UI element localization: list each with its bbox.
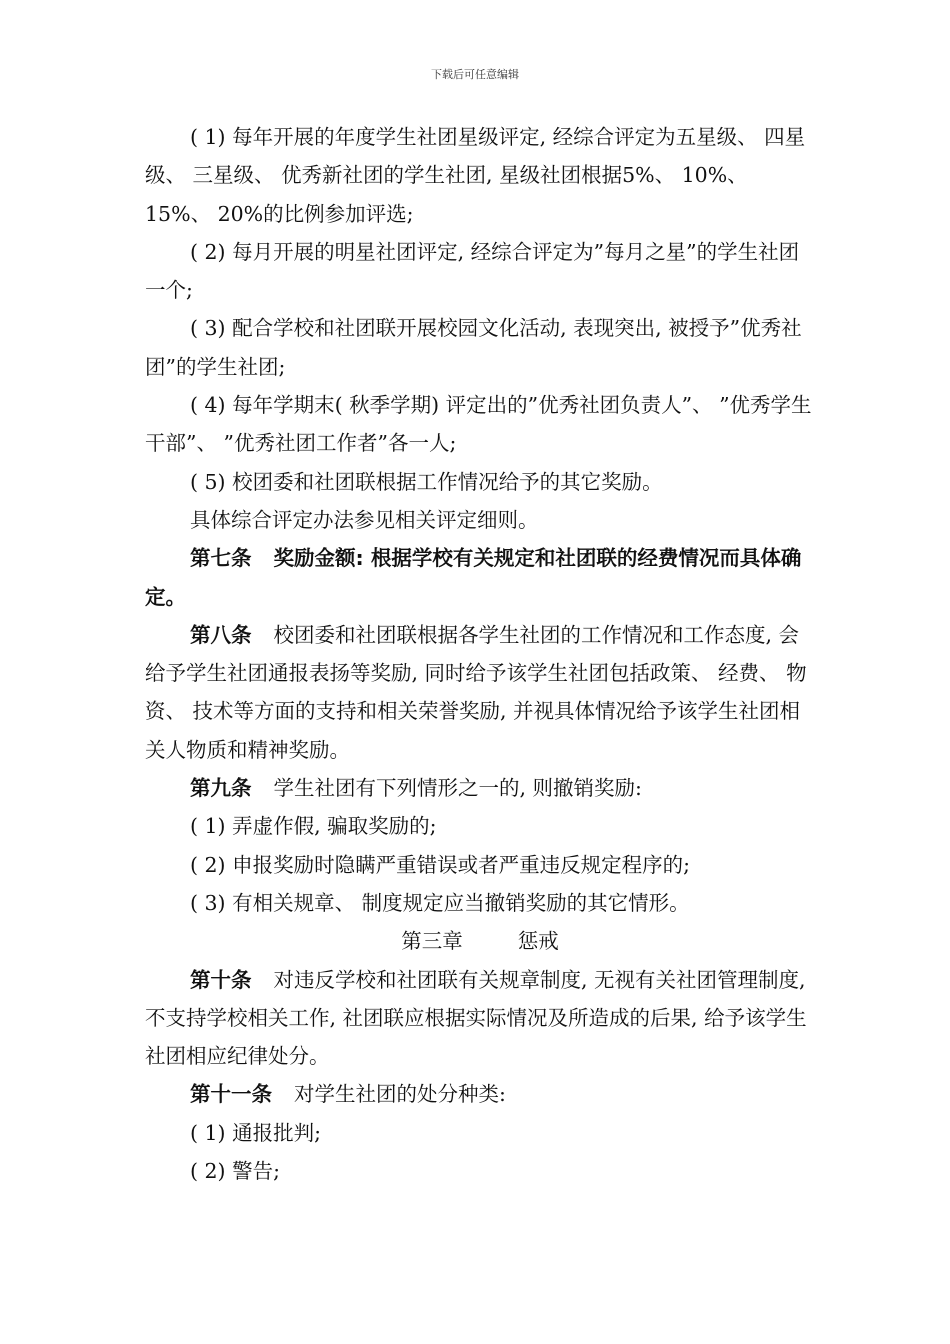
article-7-heading: 第七条	[190, 546, 252, 571]
reward-item-5: ( 5) 校团委和社团联根据工作情况给予的其它奖励。	[190, 469, 663, 494]
reward-item-4: ( 4) 每年学期末( 秋季学期) 评定出的”优秀社团负责人”、 ”优秀学生干部”、 ”优秀社团工作者”各一人;	[145, 393, 812, 456]
chapter-title: 惩戒	[517, 929, 559, 954]
article-8	[145, 616, 815, 769]
document-body	[145, 118, 815, 1190]
article-11-text: 对学生社团的处分种类:	[294, 1082, 506, 1107]
reward-item-1: ( 1) 每年开展的年度学生社团星级评定, 经综合评定为五星级、 四星级、 三星级、 优秀新社团的学生社团, 星级社团根据5%、 10%、 15%、 20%的比例参加评选;	[145, 125, 806, 226]
revoke-item-2: ( 2) 申报奖励时隐瞒严重错误或者严重违反规定程序的;	[190, 852, 690, 877]
article-10-heading: 第十条	[190, 967, 252, 992]
penalty-item-2: ( 2) 警告;	[190, 1159, 280, 1184]
article-7-text: 奖励金额: 根据学校有关规定和社团联的经费情况而具体确定。	[145, 546, 802, 609]
article-9	[145, 769, 815, 807]
header-note: 下载后可任意编辑	[431, 68, 519, 81]
revoke-item-3: ( 3) 有相关规章、 制度规定应当撤销奖励的其它情形。	[190, 890, 690, 915]
evaluation-note: 具体综合评定办法参见相关评定细则。	[190, 507, 539, 532]
revoke-item-1: ( 1) 弄虚作假, 骗取奖励的;	[190, 814, 437, 839]
penalty-item-1: ( 1) 通报批判;	[190, 1120, 321, 1145]
article-9-heading: 第九条	[190, 776, 252, 801]
article-8-heading: 第八条	[190, 622, 252, 647]
chapter-number: 第三章	[401, 929, 463, 954]
reward-item-3: ( 3) 配合学校和社团联开展校园文化活动, 表现突出, 被授予”优秀社团”的学生社团;	[145, 316, 802, 379]
article-11	[145, 1075, 815, 1113]
article-10	[145, 961, 815, 1076]
article-8-text: 校团委和社团联根据各学生社团的工作情况和工作态度, 会给予学生社团通报表扬等奖励, 同时给予该学生社团包括政策、 经费、 物资、 技术等方面的支持和相关荣誉奖励, 并视具体情况给予该学生社团相关人物质和精神奖励。	[145, 622, 807, 762]
article-10-text: 对违反学校和社团联有关规章制度, 无视有关社团管理制度, 不支持学校相关工作, 社团联应根据实际情况及所造成的后果, 给予该学生社团相应纪律处分。	[145, 967, 807, 1069]
reward-item-2: ( 2) 每月开展的明星社团评定, 经综合评定为”每月之星”的学生社团一个;	[145, 239, 800, 303]
chapter-heading	[145, 922, 815, 960]
article-11-heading: 第十一条	[190, 1082, 272, 1107]
article-9-text: 学生社团有下列情形之一的, 则撤销奖励:	[273, 776, 642, 801]
article-7	[145, 539, 815, 616]
